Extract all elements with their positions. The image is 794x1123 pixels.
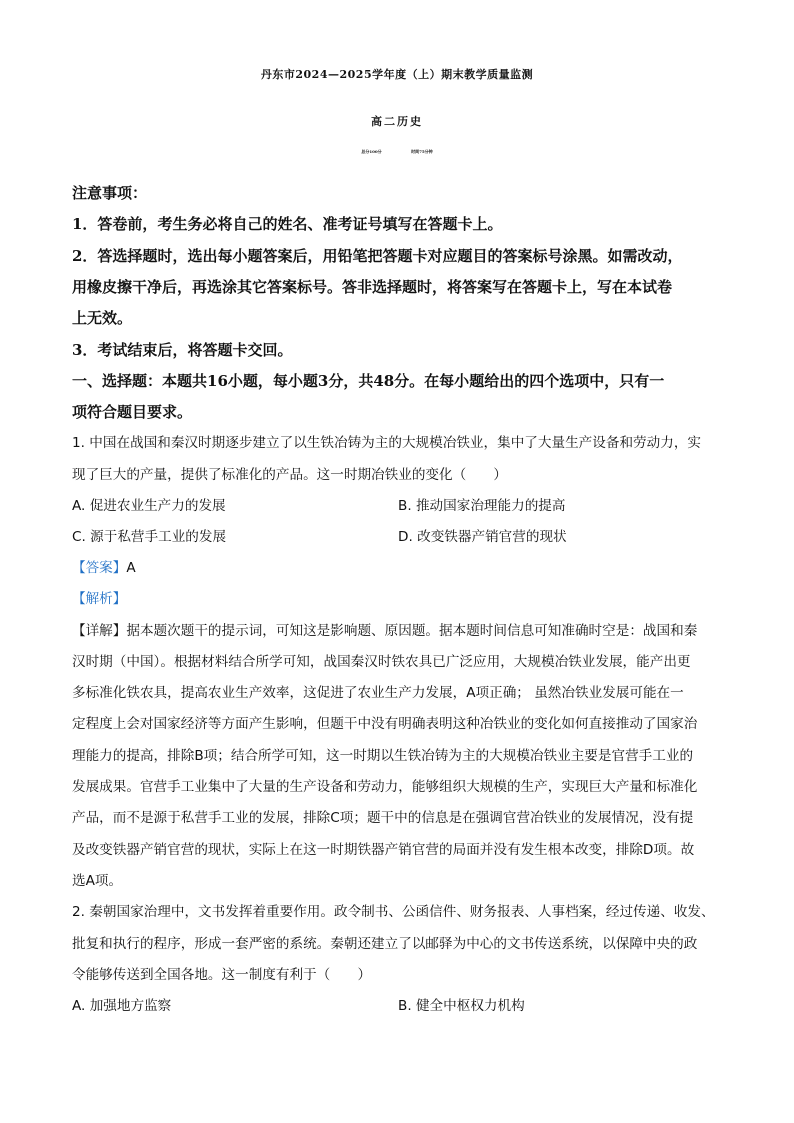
question-2-stem: 2. 秦朝国家治理中，文书发挥着重要作用。政令制书、公函信件、财务报表、人事档案，经过传递、收发、 bbox=[72, 904, 715, 920]
q1-option-c: C. 源于私营手工业的发展 bbox=[72, 529, 227, 545]
section-heading-cont: 项符合题目要求。 bbox=[72, 403, 193, 421]
detail-text: 据本题次题干的提示词，可知这是影响题、原因题。据本题时间信息可知准确时空是：战国和秦 bbox=[126, 623, 698, 639]
answer-tag: 【答案】 bbox=[72, 560, 127, 576]
q1-detail-line: 产品，而不是源于私营手工业的发展，排除C项；题干中的信息是在强调官营冶铁业的发展情况，没有提 bbox=[72, 810, 694, 826]
q1-detail-line: 选A项。 bbox=[72, 873, 123, 889]
q1-detail-line bbox=[72, 619, 732, 639]
answer-value: A bbox=[126, 560, 136, 576]
notes-heading: 注意事项： bbox=[72, 184, 148, 202]
q1-detail-line: 发展成果。官营手工业集中了大量的生产设备和劳动力，能够组织大规模的生产，实现巨大产量和标准化 bbox=[72, 779, 698, 795]
question-2-stem: 令能够传送到全国各地。这一制度有利于（ ） bbox=[72, 967, 372, 983]
q1-detail-line: 定程度上会对国家经济等方面产生影响，但题干中没有明确表明这种冶铁业的变化如何直接推动了国家治 bbox=[72, 716, 698, 732]
question-2-stem: 批复和执行的程序，形成一套严密的系统。秦朝还建立了以邮驿为中心的文书传送系统，以保障中央的政 bbox=[72, 936, 698, 952]
note-line: 上无效。 bbox=[72, 309, 133, 327]
detail-tag: 【详解】 bbox=[72, 623, 127, 639]
q1-detail-line: 汉时期（中国）。根据材料结合所学可知，战国秦汉时铁农具已广泛应用，大规模冶铁业发展，能产出更 bbox=[72, 654, 691, 670]
note-line: 1．答卷前，考生务必将自己的姓名、准考证号填写在答题卡上。 bbox=[72, 215, 503, 233]
total-score: 总分100分 bbox=[361, 149, 382, 154]
q2-option-a: A. 加强地方监察 bbox=[72, 998, 172, 1014]
note-line: 用橡皮擦干净后，再选涂其它答案标号。答非选择题时，将答案写在答题卡上，写在本试卷 bbox=[72, 278, 673, 296]
exam-subject: 高二历史 bbox=[371, 115, 423, 128]
q1-detail-line: 多标准化铁农具，提高农业生产效率，这促进了农业生产力发展，A项正确； 虽然冶铁业发展可能在一 bbox=[72, 685, 684, 701]
question-1-stem: 1. 中国在战国和秦汉时期逐步建立了以生铁冶铸为主的大规模冶铁业，集中了大量生产设备和劳动力，实 bbox=[72, 435, 702, 451]
q1-detail-line: 理能力的提高，排除B项；结合所学可知，这一时期以生铁冶铸为主的大规模冶铁业主要是官营手工业的 bbox=[72, 748, 694, 764]
q1-answer bbox=[72, 556, 732, 576]
q1-detail-line: 及改变铁器产销官营的现状，实际上在这一时期铁器产销官营的局面并没有发生根本改变，排除D项。故 bbox=[72, 842, 695, 858]
exam-time: 时间75分钟 bbox=[411, 149, 433, 154]
note-line: 3．考试结束后，将答题卡交回。 bbox=[72, 341, 293, 359]
q1-option-d: D. 改变铁器产销官营的现状 bbox=[398, 529, 567, 545]
section-heading: 一、选择题：本题共16小题，每小题3分，共48分。在每小题给出的四个选项中，只有一 bbox=[72, 372, 665, 390]
q1-option-a: A. 促进农业生产力的发展 bbox=[72, 498, 226, 514]
exam-meta bbox=[0, 149, 794, 155]
question-1-stem: 现了巨大的产量，提供了标准化的产品。这一时期冶铁业的变化（ ） bbox=[72, 467, 507, 483]
q1-option-b: B. 推动国家治理能力的提高 bbox=[398, 498, 566, 514]
q2-option-b: B. 健全中枢权力机构 bbox=[398, 998, 525, 1014]
q1-analysis-heading bbox=[72, 587, 732, 607]
note-line: 2．答选择题时，选出每小题答案后，用铅笔把答题卡对应题目的答案标号涂黑。如需改动， bbox=[72, 247, 683, 265]
analysis-tag: 【解析】 bbox=[72, 591, 127, 607]
exam-title: 丹东市2024—2025学年度（上）期末教学质量监测 bbox=[260, 68, 534, 81]
